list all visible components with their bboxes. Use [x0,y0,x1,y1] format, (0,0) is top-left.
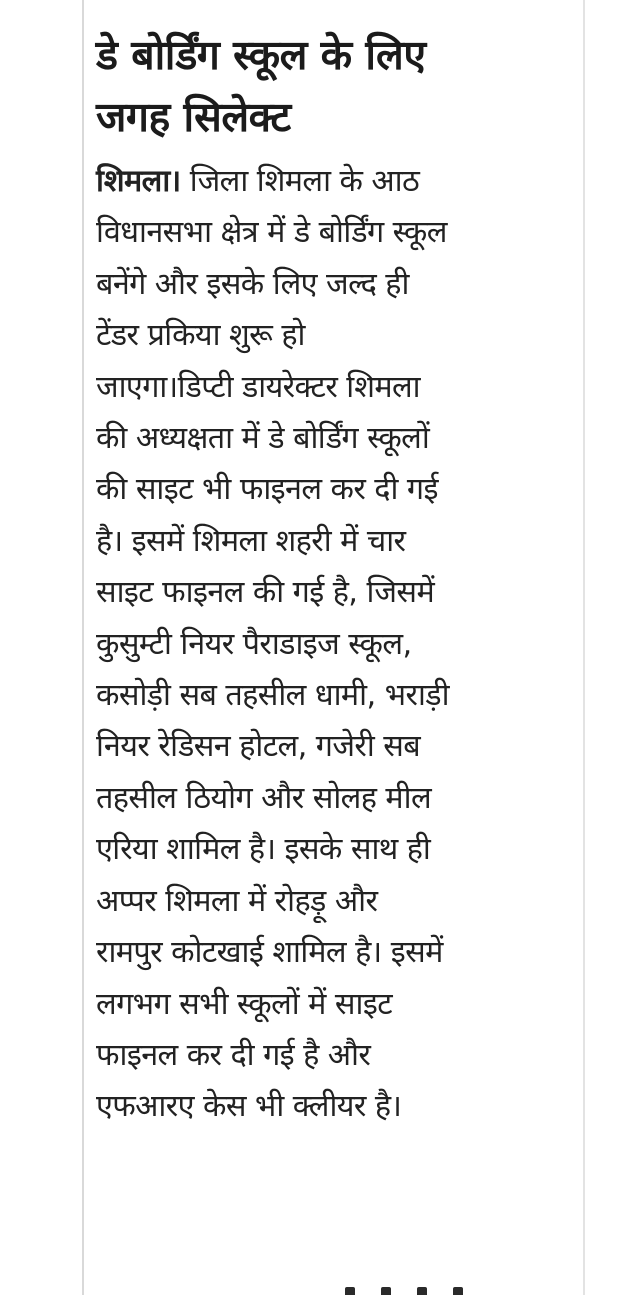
dateline: शिमला। [96,164,181,199]
body-line: साइट फाइनल की गई है, जिसमें [96,575,435,611]
body-line: अप्पर शिमला में रोहड़ू और [96,883,378,919]
body-line [96,156,576,207]
body-line: कुसुम्टी नियर पैराडाइज स्कूल, [96,626,412,662]
article-body [96,156,576,1133]
news-article [96,24,576,1133]
body-line: टेंडर प्रकिया शुरू हो [96,318,305,354]
body-line: है। इसमें शिमला शहरी में चार [96,523,406,559]
column-rule-left [82,0,84,1295]
body-line: लगभग सभी स्कूलों में साइट [96,986,392,1022]
cut-off-next-headline [345,1286,495,1295]
body-line: रामपुर कोटखाई शामिल है। इसमें [96,935,443,971]
body-line: बनेंगे और इसके लिए जल्द ही [96,266,409,302]
body-line: फाइनल कर दी गई है और [96,1037,371,1073]
body-line: जाएगा।डिप्टी डायरेक्टर शिमला [96,369,420,405]
headline-line: डे बोर्डिंग स्कूल के लिए [96,31,426,79]
body-line: एफआरए केस भी क्लीयर है। [96,1089,402,1125]
body-line: विधानसभा क्षेत्र में डे बोर्डिंग स्कूल [96,215,447,251]
body-line: एरिया शामिल है। इसके साथ ही [96,832,431,868]
body-line-text: जिला शिमला के आठ [189,164,420,199]
body-line: कसोड़ी सब तहसील धामी, भराड़ी [96,678,449,714]
article-headline [96,24,576,148]
body-line: की अध्यक्षता में डे बोर्डिंग स्कूलों [96,421,430,457]
body-line: तहसील ठियोग और सोलह मील [96,780,432,816]
headline-line: जगह सिलेक्ट [96,93,291,141]
body-line: नियर रेडिसन होटल, गजेरी सब [96,729,421,765]
body-line: की साइट भी फाइनल कर दी गई [96,472,438,508]
column-rule-right [583,0,585,1295]
